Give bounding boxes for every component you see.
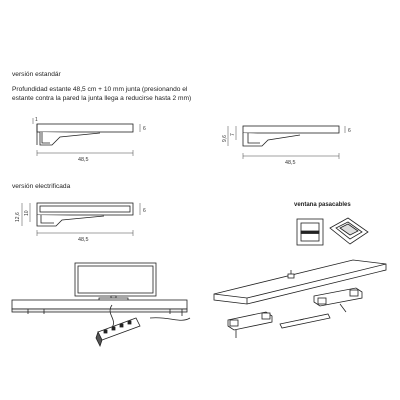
- bracket-right: [314, 288, 362, 312]
- bracket-left: [228, 312, 272, 338]
- std-b-depth-dim: 48,5: [285, 160, 296, 166]
- elec-h2-dim: 10: [24, 210, 30, 216]
- power-strip: [96, 318, 140, 346]
- std-a-right-dim: 6: [143, 126, 146, 132]
- tv-shelf-illustration: [12, 263, 190, 330]
- std-b-h1-dim: 9,6: [222, 135, 228, 142]
- electrified-version-heading: versión electrificada: [12, 183, 71, 190]
- standard-profile-b: [243, 126, 339, 146]
- std-b-h2-dim: 7: [230, 133, 236, 136]
- electrified-profile: [37, 203, 133, 226]
- std-a-left-dim: 1: [35, 117, 38, 123]
- standard-profile-a: [37, 124, 133, 145]
- cable-window-iso-view: [330, 218, 368, 244]
- std-a-depth-dim: 48,5: [78, 157, 89, 163]
- cable-window-front-view: [297, 219, 323, 245]
- elec-depth-dim: 48,5: [78, 237, 89, 243]
- elec-h1-dim: 12,6: [15, 212, 21, 222]
- elec-right-dim: 6: [143, 208, 146, 214]
- depth-note-line-2: estante contra la pared la junta llega a reducirse hasta 2 mm): [12, 95, 192, 102]
- std-b-right-dim: 6: [348, 128, 351, 134]
- cable-channel: [280, 314, 330, 328]
- cable-window-label: ventana pasacables: [294, 202, 351, 208]
- standard-version-heading: versión estandár: [12, 71, 61, 78]
- depth-note-line-1: Profundidad estante 48,5 cm + 10 mm junta (presionando el: [12, 86, 188, 93]
